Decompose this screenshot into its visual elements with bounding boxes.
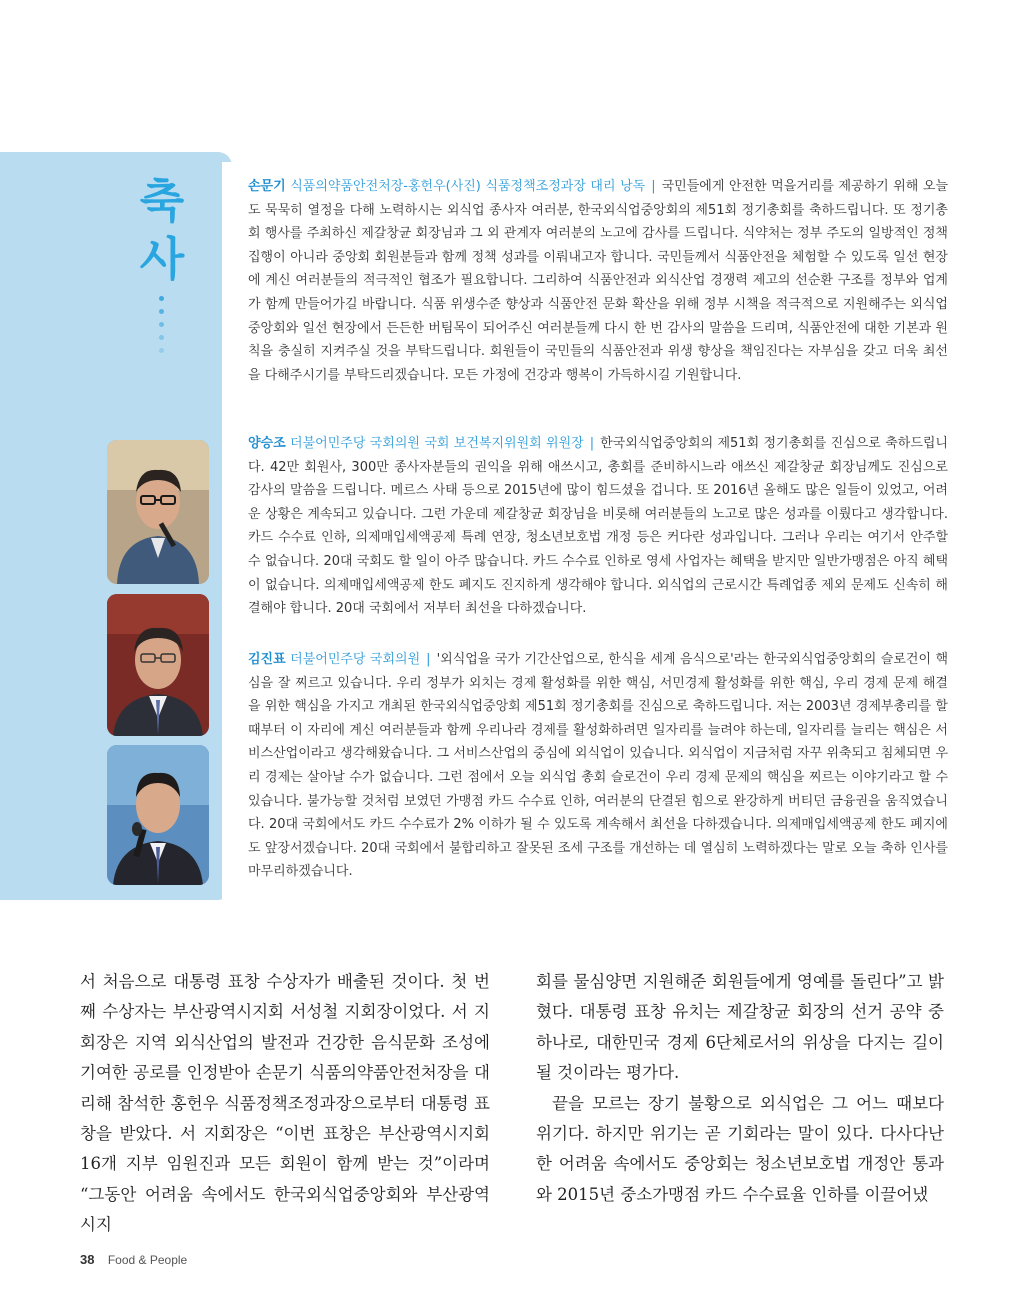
speaker-role: 식품의약품안전처장-홍헌우(사진) 식품정책조정과장 대리 낭독 bbox=[290, 179, 646, 194]
message-body: 한국외식업중앙회의 제51회 정기총회를 진심으로 축하드립니다. 42만 회원사, 300만 종사자분들의 권익을 위해 애쓰시고, 총회를 준비하시느라 애쓰신 제갈창균 회장님께도 진심으로 감사의 말씀을 드립니다. 메르스 사태 등으로 2015년에 많이 힘드셨을 겁니다. 또 2016년 올해도 많은 일들이 있었고, 어려운 상황은 계속되고 있습니다. 그런 가운데 제갈창균 회장님을 비롯해 여러분들의 노고로 많은 성과를 이뤘다고 생각합니다. 카드 수수료 인하, 의제매입세액공제 특례 연장, 청소년보호법 개정 등은 커다란 성과입니다. 그러나 우리는 여기서 안주할 수 없습니다. 20대 국회도 할 일이 아주 많습니다. 카드 수수료 인하로 영세 사업자는 혜택을 받지만 일반가맹점은 아직 혜택이 없습니다. 의제매입세액공제 한도 폐지도 진지하게 생각해야 합니다. 외식업의 근로시간 특례업종 제외 문제도 신속히 해결해야 합니다. 20대 국회에서 저부터 최선을 다하겠습니다. bbox=[248, 436, 948, 617]
speaker-role: 더불어민주당 국회의원 국회 보건복지위원회 위원장 bbox=[290, 436, 584, 451]
section-title: 축 사 bbox=[139, 174, 185, 286]
article-paragraph: 끝을 모르는 장기 불황으로 외식업은 그 어느 때보다 위기다. 하지만 위기는 곧 기회라는 말이 있다. 다사다난한 어려움 속에서도 중앙회는 청소년보호법 개정안 통과와 2015년 중소가맹점 카드 수수료율 인하를 이끌어냈 bbox=[536, 1093, 944, 1204]
magazine-name: Food & People bbox=[107, 1253, 188, 1267]
page-footer bbox=[80, 1252, 187, 1267]
portrait-photo-kim-jinpyo bbox=[107, 594, 209, 736]
article-left-column: 서 처음으로 대통령 표창 수상자가 배출된 것이다. 첫 번째 수상자는 부산광역시지회 서성철 지회장이었다. 서 지회장은 지역 외식산업의 발전과 건강한 음식문화 조성에 기여한 공로를 인정받아 손문기 식품의약품안전처장을 대리해 참석한 홍헌우 식품정책조정과장으로부터 대통령 표창을 받았다. 서 지회장은 “이번 표창은 부산광역시지회 16개 지부 임원진과 모든 회원이 함께 받는 것”이라며 “그동안 어려움 속에서도 한국외식업중앙회와 부산광역시지 bbox=[80, 972, 490, 1235]
dot-ornament bbox=[156, 296, 166, 361]
portrait-photo-yang bbox=[107, 440, 209, 584]
page-number: 38 bbox=[80, 1252, 95, 1267]
message-kim-jinpyo: 김진표 더불어민주당 국회의원 | '외식업을 국가 기간산업으로, 한식을 세계 음식으로'라는 한국외식업중앙회의 슬로건이 핵심을 잘 찌르고 있습니다. 우리 정부가 외치는 경제 활성화를 위한 핵심, 서민경제 활성화를 위한 핵심, 우리 경제 문제 해결을 위한 핵심을 가지고 개최된 한국외식업중앙회 제51회 정기총회를 진심으로 축하드립니다. 저는 2003년 경제부총리를 할 때부터 이 자리에 계신 여러분들과 함께 우리나라 경제를 활성화하려면 일자리를 늘려야 하는데, 일자리를 늘리는 핵심은 서비스산업이라고 생각해왔습니다. 그 서비스산업의 중심에 외식업이 있습니다. 외식업이 지금처럼 자꾸 위축되고 침체되면 우리 경제는 살아날 수가 없습니다. 그런 점에서 오늘 외식업 총회 슬로건이 우리 경제 문제의 핵심을 찌르는 이야기라고 할 수 있습니다. 불가능할 것처럼 보였던 가맹점 카드 수수료 인하, 여러분의 단결된 힘으로 완강하게 버티던 금융권을 움직였습니다. 20대 국회에서도 카드 수수료가 2% 이하가 될 수 있도록 계속해서 최선을 다하겠습니다. 의제매입세액공제 한도 폐지에도 앞장서겠습니다. 20대 국회에서 불합리하고 잘못된 조세 구조를 개선하는 데 열심히 노력하겠다는 말로 오늘 축하 인사를 마무리하겠습니다. bbox=[248, 652, 948, 880]
message-son-mungi: 손문기 식품의약품안전처장-홍헌우(사진) 식품정책조정과장 대리 낭독 | 국민들에게 안전한 먹을거리를 제공하기 위해 오늘도 묵묵히 열정을 다해 노력하시는 외식업 종사자 여러분, 한국외식업중앙회의 제51회 정기총회를 축하드립니다. 또 정기총회 행사를 주최하신 제갈창균 회장님과 그 외 관계자 여러분의 노고에 감사를 드립니다. 식약처는 정부 주도의 일방적인 정책 집행이 아니라 중앙회 회원분들과 함께 정책 성과를 이뤄내고자 합니다. 국민들께서 식품안전을 체험할 수 있도록 일선 현장에 계신 여러분들의 적극적인 협조가 필요합니다. 그리하여 식품안전과 외식산업 경쟁력 제고의 선순환 구조를 정부와 업계가 함께 만들어가길 바랍니다. 식품 위생수준 향상과 식품안전 문화 확산을 위해 정부 시책을 적극적으로 지원해주는 외식업중앙회와 일선 현장에서 든든한 버팀목이 되어주신 여러분들께 다시 한 번 감사의 말씀을 드리며, 식품안전에 대한 기본과 원칙을 충실히 지켜주실 것을 부탁드립니다. 회원들이 국민들의 식품안전과 위생 향상을 책임진다는 자부심을 갖고 더욱 최선을 다해주시기를 부탁드리겠습니다. 모든 가정에 건강과 행복이 가득하시길 기원합니다. bbox=[248, 179, 948, 383]
speaker-role: 더불어민주당 국회의원 bbox=[290, 652, 421, 667]
speaker-name: 양승조 bbox=[248, 436, 286, 451]
speaker-name: 김진표 bbox=[248, 652, 286, 667]
speaker-name: 손문기 bbox=[248, 179, 286, 194]
article-right-column bbox=[536, 967, 944, 1210]
message-yang-seungjo: 양승조 더불어민주당 국회의원 국회 보건복지위원회 위원장 | 한국외식업중앙회의 제51회 정기총회를 진심으로 축하드립니다. 42만 회원사, 300만 종사자분들의 권익을 위해 애쓰시고, 총회를 준비하시느라 애쓰신 제갈창균 회장님께도 진심으로 감사의 말씀을 드립니다. 메르스 사태 등으로 2015년에 많이 힘드셨을 겁니다. 또 2016년 올해도 많은 일들이 있었고, 어려운 상황은 계속되고 있습니다. 그런 가운데 제갈창균 회장님을 비롯해 여러분들의 노고로 많은 성과를 이뤘다고 생각합니다. 카드 수수료 인하, 의제매입세액공제 특례 연장, 청소년보호법 개정 등은 커다란 성과입니다. 그러나 우리는 여기서 안주할 수 없습니다. 20대 국회도 할 일이 아주 많습니다. 카드 수수료 인하로 영세 사업자는 혜택을 받지만 일반가맹점은 아직 혜택이 없습니다. 의제매입세액공제 한도 폐지도 진지하게 생각해야 합니다. 외식업의 근로시간 특례업종 제외 문제도 신속히 해결해야 합니다. 20대 국회에서 저부터 최선을 다하겠습니다. bbox=[248, 436, 948, 617]
message-body: '외식업을 국가 기간산업으로, 한식을 세계 음식으로'라는 한국외식업중앙회의 슬로건이 핵심을 잘 찌르고 있습니다. 우리 정부가 외치는 경제 활성화를 위한 핵심, 서민경제 활성화를 위한 핵심, 우리 경제 문제 해결을 위한 핵심을 가지고 개최된 한국외식업중앙회 제51회 정기총회를 진심으로 축하드립니다. 저는 2003년 경제부총리를 할 때부터 이 자리에 계신 여러분들과 함께 우리나라 경제를 활성화하려면 일자리를 늘려야 하는데, 일자리를 늘리는 핵심은 서비스산업이라고 생각해왔습니다. 그 서비스산업의 중심에 외식업이 있습니다. 외식업이 지금처럼 자꾸 위축되고 침체되면 우리 경제는 살아날 수가 없습니다. 그런 점에서 오늘 외식업 총회 슬로건이 우리 경제 문제의 핵심을 찌르는 이야기라고 할 수 있습니다. 불가능할 것처럼 보였던 가맹점 카드 수수료 인하, 여러분의 단결된 힘으로 완강하게 버티던 금융권을 움직였습니다. 20대 국회에서도 카드 수수료가 2% 이하가 될 수 있도록 계속해서 최선을 다하겠습니다. 의제매입세액공제 한도 폐지에도 앞장서겠습니다. 20대 국회에서 불합리하고 잘못된 조세 구조를 개선하는 데 열심히 노력하겠다는 말로 오늘 축하 인사를 마무리하겠습니다. bbox=[248, 652, 948, 880]
message-body: 국민들에게 안전한 먹을거리를 제공하기 위해 오늘도 묵묵히 열정을 다해 노력하시는 외식업 종사자 여러분, 한국외식업중앙회의 제51회 정기총회를 축하드립니다. 또 정기총회 행사를 주최하신 제갈창균 회장님과 그 외 관계자 여러분의 노고에 감사를 드립니다. 식약처는 정부 주도의 일방적인 정책 집행이 아니라 중앙회 회원분들과 함께 정책 성과를 이뤄내고자 합니다. 국민들께서 식품안전을 체험할 수 있도록 일선 현장에 계신 여러분들의 적극적인 협조가 필요합니다. 그리하여 식품안전과 외식산업 경쟁력 제고의 선순환 구조를 정부와 업계가 함께 만들어가길 바랍니다. 식품 위생수준 향상과 식품안전 문화 확산을 위해 정부 시책을 적극적으로 지원해주는 외식업중앙회와 일선 현장에서 든든한 버팀목이 되어주신 여러분들께 다시 한 번 감사의 말씀을 드리며, 식품안전에 대한 기본과 원칙을 충실히 지켜주실 것을 부탁드립니다. 회원들이 국민들의 식품안전과 위생 향상을 책임진다는 자부심을 갖고 더욱 최선을 다해주시기를 부탁드리겠습니다. 모든 가정에 건강과 행복이 가득하시길 기원합니다. bbox=[248, 179, 948, 383]
portrait-photo-kim-jinpyo-2 bbox=[107, 745, 209, 885]
article-paragraph: 회를 물심양면 지원해준 회원들에게 영예를 돌린다”고 밝혔다. 대통령 표창 유치는 제갈창균 회장의 선거 공약 중 하나로, 대한민국 경제 6단체로서의 위상을 다지는 길이 될 것이라는 평가다. bbox=[536, 972, 944, 1083]
